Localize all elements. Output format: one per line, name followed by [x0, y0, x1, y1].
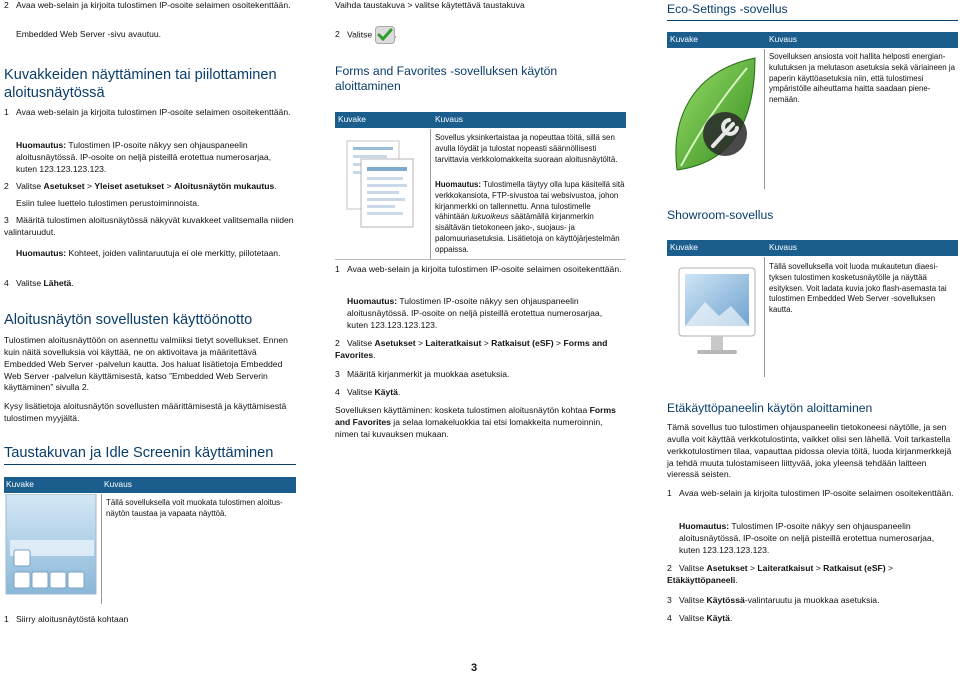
heading-remote-panel: Etäkäyttöpaneelin käytön aloittaminen: [667, 401, 873, 415]
step-3: 3 Määritä kirjanmerkit ja muokkaa asetuksia.: [335, 369, 510, 379]
forms-note: Huomautus: Tulostimella täytyy olla lupa käsitellä sitä verkkokansiota, FTP-sivustoa tai websivustoa, johon kirjanmerkki on tallennettu. Anna tulostimelle vähintään lukuoikeus säätämällä kirjanmerkin sisältävän tietokoneen jako-, suojaus- ja palomuuriasetuksia. Lisätietoja on käyttöjärjestelmän oppaissa.: [435, 180, 625, 254]
table-header: Kuvake Kuvaus: [667, 240, 958, 256]
note-hidden-items: Huomautus: Kohteet, joiden valintaruutuja ei ole merkitty, piilotetaan.: [16, 248, 281, 258]
activate-paragraph-2: Kysy lisätietoja aloitusnäytön sovellusten määrittämisestä ja käyttämisestä tulostimen myyjältä.: [4, 401, 287, 423]
table-divider: [101, 494, 102, 604]
embedded-server-text: Embedded Web Server -sivu avautuu.: [16, 29, 162, 39]
list-appears-text: Esiin tulee luettelo tulostimen perustoiminnoista.: [16, 198, 200, 208]
wallpaper-app-icon: [4, 494, 99, 604]
heading-rule: [667, 20, 958, 21]
note-ip-address: Huomautus: Tulostimen IP-osoite näkyy sen ohjauspaneelin aloitusnäytössä. IP-osoite on neljä pisteillä erotettua numerosarjaa, kuten 123.123.123.123.: [347, 296, 603, 330]
heading-activate-apps: Aloitusnäytön sovellusten käyttöönotto: [4, 312, 253, 328]
step-3: 3 Valitse Käytössä-valintaruutu ja muokkaa asetuksia.: [667, 595, 880, 605]
forms-usage-paragraph: Sovelluksen käyttäminen: kosketa tulostimen aloitusnäytön kohtaa Forms and Favorites ja selaa lomakeluokkia tai etsi lomakkeita numeroinnin, nimen tai kuvauksen mukaan.: [335, 405, 616, 439]
step-4: 4 Valitse Käytä.: [335, 387, 401, 397]
step-4: 4 Valitse Lähetä.: [4, 278, 74, 288]
table-divider: [764, 257, 765, 377]
showroom-icon: [675, 262, 759, 370]
step-1: 1 Avaa web-selain ja kirjoita tulostimen IP-osoite selaimen osoitekenttään.: [667, 488, 954, 498]
remote-paragraph: Tämä sovellus tuo tulostimen ohjauspaneelin tietokoneesi näytölle, ja sen avulla voit käyttää verkkotulostinta, vaikket olisi sen lähellä. Voit tarkastella verkkotulostimen tilaa, vapauttaa pidossa olevia töitä, luoda kirjanmerkkejä ja tehdä muuta tulostamiseen liittyvää, joka yleensä tehdään laitteen vieressä seisten.: [667, 422, 952, 480]
heading-show-hide-icons: Kuvakkeiden näyttäminen tai piilottaminen aloitusnäytössä: [4, 67, 277, 102]
top-step-2: 2 Avaa web-selain ja kirjoita tulostimen IP-osoite selaimen osoitekenttään.: [4, 0, 291, 10]
top-step-2: 2 Valitse .: [335, 26, 626, 46]
table-header: Kuvake Kuvaus: [4, 477, 296, 493]
heading-eco-settings: Eco-Settings -sovellus: [667, 2, 788, 16]
step-2: 2 Valitse Asetukset > Laiteratkaisut > Ratkaisut (eSF) > Forms and Favorites.: [335, 338, 608, 360]
table-divider: [764, 49, 765, 189]
eco-settings-icon: [669, 52, 761, 182]
heading-wallpaper: Taustakuvan ja Idle Screenin käyttäminen: [4, 445, 274, 461]
step-1: 1 Avaa web-selain ja kirjoita tulostimen IP-osoite selaimen osoitekenttään.: [4, 107, 291, 117]
table-divider: [430, 129, 431, 259]
table-bottom-rule: [335, 259, 626, 260]
wallpaper-description: Tällä sovelluksella voit muokata tulostimen aloitusnäytön taustaa ja vapaata näyttöä.: [106, 498, 283, 518]
wallpaper-path-line: Vaihda taustakuva > valitse käytettävä taustakuva: [335, 0, 525, 10]
forms-description: Sovellus yksinkertaistaa ja nopeuttaa töitä, sillä sen avulla löydät ja tulostat nopeasti säännöllisesti tarvittavia verkkolomakkeita suoraan aloitusnäytöltä.: [435, 133, 618, 164]
table-header: Kuvake Kuvaus: [667, 32, 958, 48]
checkmark-icon: [375, 26, 395, 44]
step-4: 4 Valitse Käytä.: [667, 613, 733, 623]
forms-favorites-icon: [343, 135, 423, 245]
step-2: 2 Valitse Asetukset > Laiteratkaisut > Ratkaisut (eSF) > Etäkäyttöpaneeli.: [667, 563, 894, 585]
showroom-description: Tällä sovelluksella voit luoda mukautetun diaesityksen tulostimen kosketusnäytölle ja näyttää esityksen. Voit ladata kuvia joko flash-asemasta tai tulostimen Embedded Web Server -sovelluksen kautta.: [769, 262, 947, 314]
step-2: 2 Valitse Asetukset > Yleiset asetukset > Aloitusnäytön mukautus.: [4, 181, 277, 191]
note-ip-address: Huomautus: Tulostimen IP-osoite näkyy sen ohjauspaneelin aloitusnäytössä. IP-osoite on neljä pisteillä erotettua numerosarjaa, kuten 123.123.123.123.: [679, 521, 935, 555]
heading-showroom: Showroom-sovellus: [667, 208, 774, 222]
page-number: 3: [471, 662, 478, 674]
eco-description: Sovelluksen ansiosta voit hallita helposti energiankulutuksen ja melutason asetuksia sekä väriaineen ja paperin käyttöasetuksia niin, että tulostimesi ympäristölle aiheuttama haitta saadaan pienenemään.: [769, 52, 955, 104]
step-1: 1 Avaa web-selain ja kirjoita tulostimen IP-osoite selaimen osoitekenttään.: [335, 264, 622, 274]
wallpaper-step-1: 1 Siirry aloitusnäytöstä kohtaan: [4, 614, 129, 624]
heading-rule: [4, 464, 296, 465]
step-3: 3 Määritä tulostimen aloitusnäytössä näkyvät kuvakkeet valitsemalla niiden valintaruudut.: [4, 215, 294, 237]
activate-paragraph-1: Tulostimen aloitusnäyttöön on asennettu valmiiksi tietyt sovellukset. Ennen kuin näitä sovelluksia voi käyttää, ne on aktivoitava ja määritettävä Embedded Web Server -palvelun kautta. Jos haluat lisätietoja Embedded Web Server -palvelun käyttämisestä, katso ”Embedded Web Serverin käyttäminen” sivulla 2.: [4, 335, 288, 393]
table-header: Kuvake Kuvaus: [335, 112, 626, 128]
note-ip-address: Huomautus: Tulostimen IP-osoite näkyy sen ohjauspaneelin aloitusnäytössä. IP-osoite on neljä pisteillä erotettua numerosarjaa, kuten 123.123.123.123.: [16, 140, 272, 174]
heading-forms-favorites: Forms and Favorites -sovelluksen käytön aloittaminen: [335, 64, 558, 94]
